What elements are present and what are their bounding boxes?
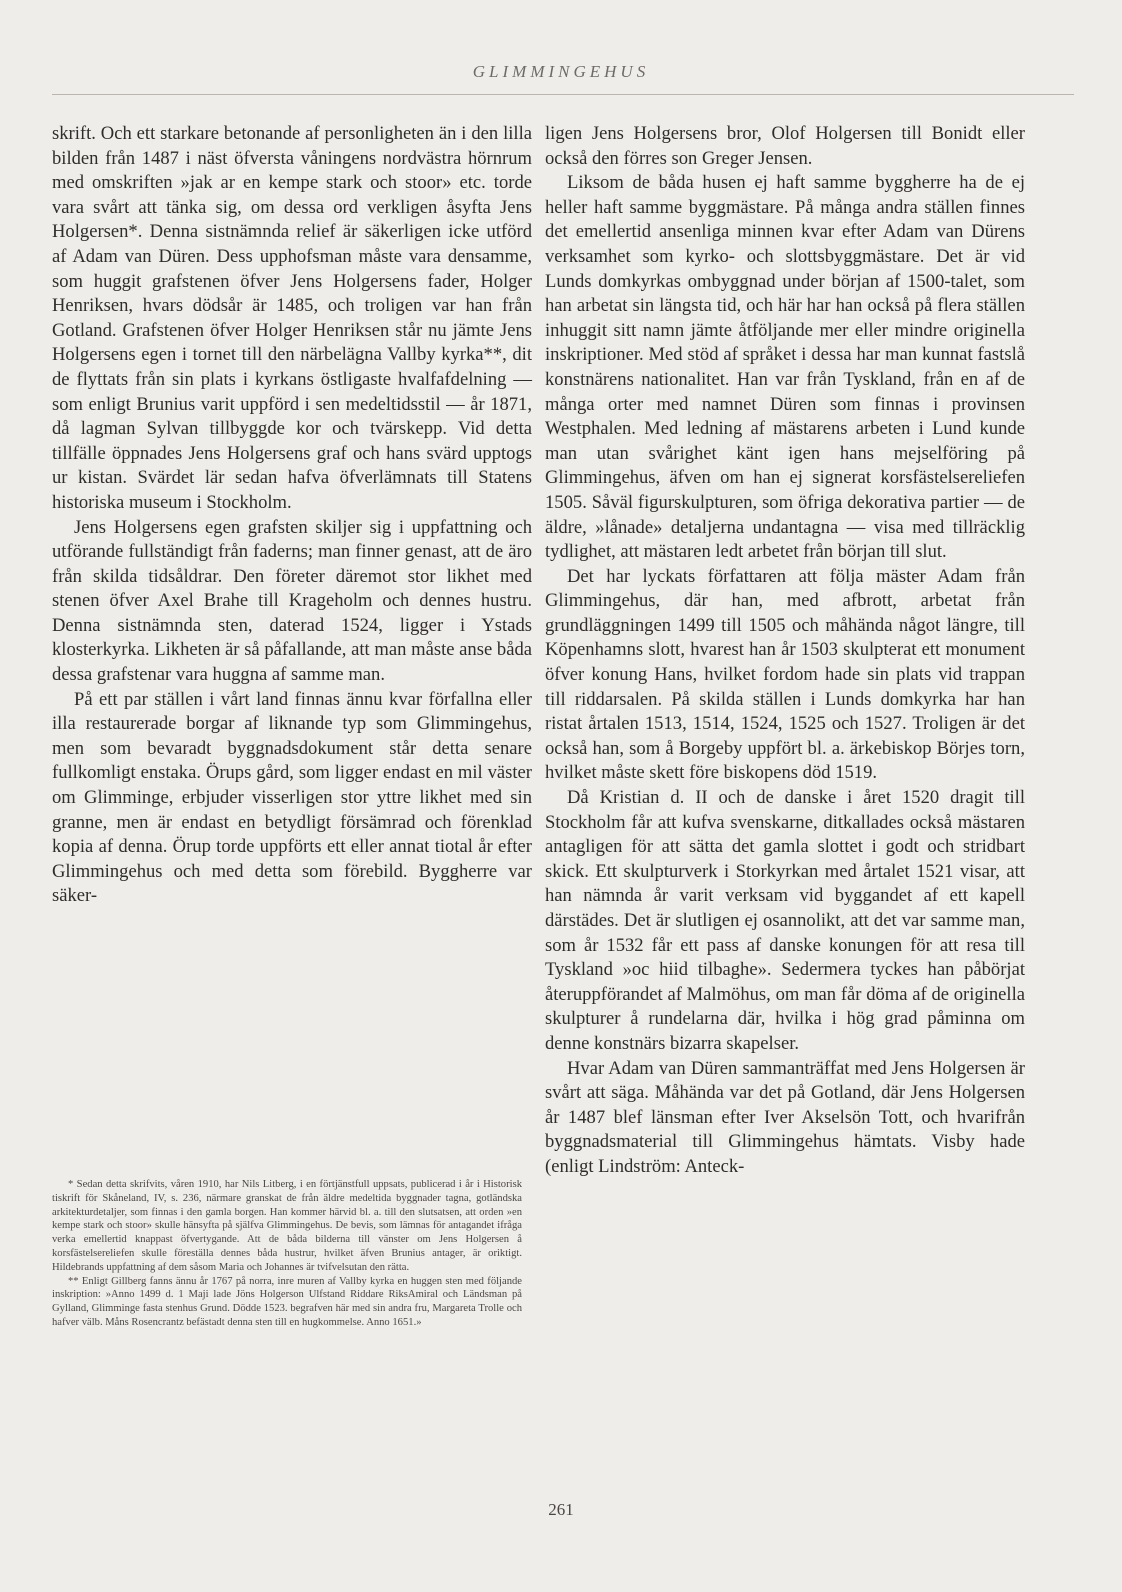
footnote: * Sedan detta skrifvits, våren 1910, har Nils Litberg, i en förtjänstfull uppsats, publicerad i år i Historisk tiskrift för Skåneland, IV, s. 236, närmare granskat de från äldre medeltida byggnader tagna, gotländska arkitekturdetaljer, som finnas i den gamla borgen. Han kommer härvid bl. a. till den slutsatsen, att orden »en kempe stark och stoor» skulle hänsyfta på själfva Glimmingehus. De bevis, som lämnas för antagandet ifråga verka emellertid knappast öfvertygande. Att de båda bilderna till vänster om Jens Holgersen å korsfästelsereliefen skulle föreställa dennes båda hustrur, hvilket äfven Brunius antager, är oriktigt. Hildebrands uppfattning af dem såsom Maria och Johannes är tvifvelsutan den rätta.	[52, 1179, 522, 1273]
footnotes	[52, 1178, 522, 1330]
paragraph: På ett par ställen i vårt land finnas ännu kvar förfallna eller illa restaurerade borgar af liknande typ som Glimmingehus, men som bevaradt byggnadsdokument står detta senare fullkomligt enstaka. Örups gård, som ligger endast en mil väster om Glimminge, erbjuder visserligen stor yttre likhet med sin granne, men är endast en betydligt försämrad och förenklad kopia af denna. Örup torde uppförts ett eller annat tiotal år efter Glimmingehus och med detta som förebild. Byggherre var säker-	[52, 688, 532, 907]
paragraph: skrift. Och ett starkare betonande af personligheten än i den lilla bilden från 1487 i näst öfversta våningens nordvästra hörnrum med omskriften »jak ar en kempe stark och stoor» etc. torde vara svårt att tänka sig, om dessa ord verkligen åsyfta Jens Holgersen*. Denna sistnämnda relief är säkerligen icke utförd af Adam van Düren. Dess upphofsman måste vara densamme, som huggit grafstenen öfver Jens Holgersens fader, Holger Henriksen, hvars dödsår är 1485, och troligen var han från Gotland. Grafstenen öfver Holger Henriksen står nu jämte Jens Holgersens egen i tornet till den närbelägna Vallby kyrka**, dit de flyttats från sin plats i kyrkans östligaste hvalfafdelning — som enligt Brunius varit uppförd i sen medeltidsstil — år 1871, då lagman Sylvan tillbyggde kor och tvärskepp. Vid detta tillfälle öppnades Jens Holgersens graf och hans svärd upptogs ur kistan. Svärdet lär sedan hafva öfverlämnats till Statens historiska museum i Stockholm.	[52, 123, 532, 513]
footnote: ** Enligt Gillberg fanns ännu år 1767 på norra, inre muren af Vallby kyrka en huggen sten med följande inskription: »Anno 1499 d. 1 Maji lade Jöns Holgerson Ulfstand Riddare RiksAmiral och Ländsman på Gylland, Glimminge fasta stenhus Grund. Dödde 1523. begrafven här med sin andra fru, Margareta Trolle och hafver välb. Måns Rosencrantz befästadt denna sten till en hugkommelse. Anno 1651.»	[52, 1275, 522, 1328]
page-number: 261	[548, 1500, 574, 1519]
running-header: GLIMMINGEHUS	[472, 62, 650, 81]
paragraph: Det har lyckats författaren att följa mäster Adam från Glimmingehus, där han, med afbrott, arbetat från grundläggningen 1499 till 1505 och måhända något längre, till Köpenhamns slott, hvarest han år 1503 skulpterat ett monument öfver konung Hans, hvilket fordom hade sin plats vid trappan till riddarsalen. På skilda ställen i Lunds domkyrka har han ristat årtalen 1513, 1514, 1524, 1525 och 1527. Troligen är det också han, som å Borgeby uppfört bl. a. ärkebiskop Börjes torn, hvilket måste skett före biskopens död 1519.	[545, 565, 1025, 784]
left-column	[52, 122, 532, 909]
header-rule	[52, 94, 1074, 95]
right-column	[545, 122, 1025, 1180]
paragraph: Liksom de båda husen ej haft samme byggherre ha de ej heller haft samme byggmästare. På många andra ställen finnes det emellertid ansenliga minnen kvar efter Adam van Dürens verksamhet som kyrko- och slottsbyggmästare. Det är vid Lunds domkyrkas ombyggnad under början af 1500-talet, som han arbetat sin längsta tid, och här har han också på flera ställen inhuggit sitt namn jämte åtföljande mer eller mindre originella inskriptioner. Med stöd af språket i dessa har man kunnat fastslå konstnärens nationalitet. Han var från Tyskland, från en af de många orter med namnet Düren som finnas i provinsen Westphalen. Med ledning af mästarens arbeten i Lund kunde man utan svårighet känt igen hans mejselföring på Glimmingehus, äfven om han ej signerat korsfästelsereliefen 1505. Såväl figurskulpturen, som öfriga dekorativa partier — de äldre, »lånade» detaljerna undantagna — visa med tillräcklig tydlighet, att mästaren ledt arbetet från början till slut.	[545, 172, 1025, 563]
paragraph: Hvar Adam van Düren sammanträffat med Jens Holgersen är svårt att säga. Måhända var det på Gotland, där Jens Holgersen år 1487 blef länsman efter Iver Akselsön Tott, och hvarifrån byggnadsmaterial till Glimmingehus hämtats. Visby hade (enligt Lindström: Anteck-	[545, 1057, 1025, 1177]
paragraph: Jens Holgersens egen grafsten skiljer sig i uppfattning och utförande fullständigt från faderns; man finner genast, att de äro från skilda tidsåldrar. Den företer däremot stor likhet med stenen öfver Axel Brahe till Krageholm och dennes hustru. Denna sistnämnda sten, daterad 1524, ligger i Ystads klosterkyrka. Likheten är så påfallande, att man måste anse båda dessa grafstenar vara huggna af samme man.	[52, 516, 532, 686]
paragraph: Då Kristian d. II och de danske i året 1520 dragit till Stockholm får att kufva svenskarne, ditkallades också mästaren antagligen för att sätta det gamla slottet i godt och stridbart skick. Ett skulpturverk i Storkyrkan med årtalet 1521 visar, att han nämnda år varit verksam vid byggandet af ett kapell därstädes. Det är slutligen ej osannolikt, att det var samme man, som år 1532 får ett pass af danske konungen för att resa till Tyskland »oc hiid tilbaghe». Sedermera tyckes han påbörjat återuppförandet af Malmöhus, om man får döma af de originella skulpturer å rundelarna där, hvilka i hög grad påminna om denne konstnärs bizarra skapelser.	[545, 787, 1025, 1054]
paragraph: ligen Jens Holgersens bror, Olof Holgersen till Bonidt eller också den förres son Greger Jensen.	[545, 123, 1025, 169]
